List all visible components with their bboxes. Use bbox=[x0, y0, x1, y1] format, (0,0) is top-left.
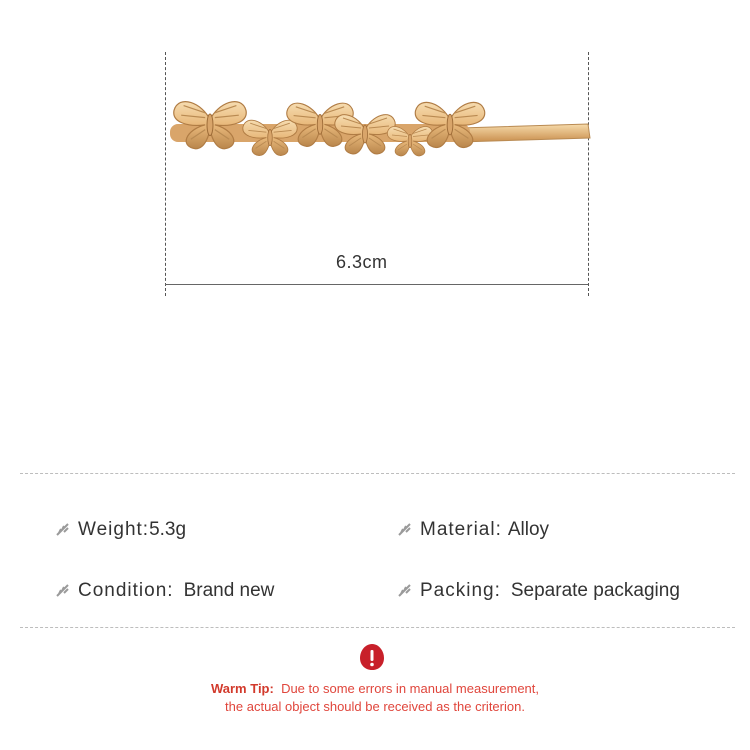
warm-tip-line1 bbox=[0, 680, 750, 698]
warning-icon bbox=[359, 643, 385, 671]
feather-icon bbox=[56, 523, 72, 537]
warm-tip-text1: Due to some errors in manual measurement, bbox=[281, 681, 540, 696]
spec-weight-label: Weight: bbox=[78, 519, 150, 540]
measure-line bbox=[165, 284, 588, 285]
spec-weight bbox=[56, 519, 186, 541]
feather-icon bbox=[56, 584, 72, 598]
divider-top bbox=[20, 473, 735, 474]
feather-icon bbox=[398, 523, 414, 537]
spec-weight-value: 5.3g bbox=[149, 519, 187, 540]
measure-label: 6.3cm bbox=[336, 252, 388, 272]
warm-tip-title: Warm Tip: bbox=[210, 681, 274, 696]
spec-material-label: Material: bbox=[420, 519, 502, 540]
warm-tip-text2: the actual object should be received as the criterion. bbox=[225, 699, 525, 714]
feather-icon bbox=[398, 584, 414, 598]
spec-packing-value: Separate packaging bbox=[510, 580, 680, 601]
product-image bbox=[160, 90, 600, 180]
spec-packing bbox=[398, 580, 680, 602]
spec-condition-label: Condition: bbox=[78, 580, 174, 601]
warm-tip-line2 bbox=[0, 698, 750, 716]
spec-condition bbox=[56, 580, 274, 602]
spec-condition-value: Brand new bbox=[183, 580, 275, 601]
spec-packing-label: Packing: bbox=[420, 580, 501, 601]
divider-bottom bbox=[20, 627, 735, 628]
spec-material-value: Alloy bbox=[507, 519, 550, 540]
spec-material bbox=[398, 519, 549, 541]
